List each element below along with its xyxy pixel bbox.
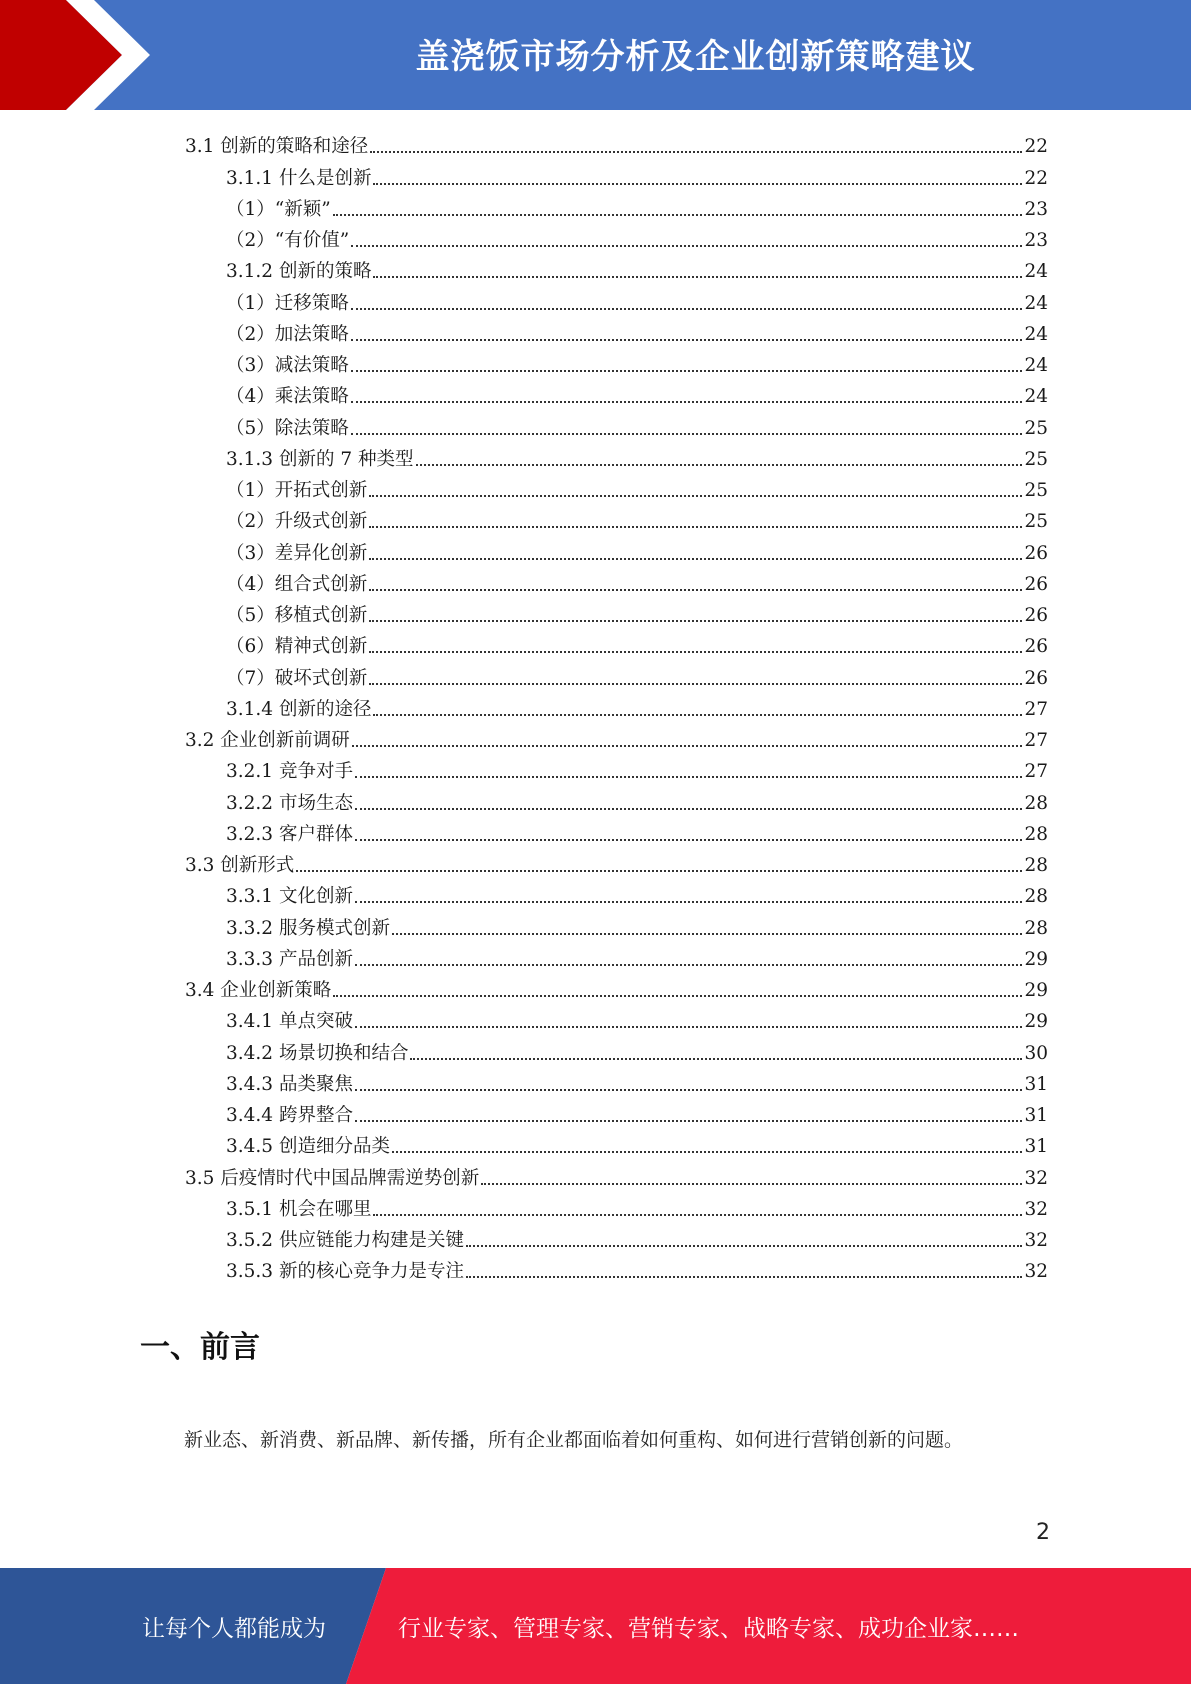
toc-dot-leader [333,214,1023,216]
toc-entry[interactable] [185,816,1048,847]
toc-dot-leader [392,1151,1022,1153]
toc-dot-leader [369,558,1022,560]
document-title: 盖浇饭市场分析及企业创新策略建议 [415,36,976,77]
toc-entry-label: 3.4.2 场景切换和结合 [226,1042,409,1064]
toc-entry[interactable] [185,284,1048,315]
toc-entry-label: （2）“有价值” [226,230,350,251]
toc-dot-leader [369,589,1022,591]
toc-entry[interactable] [185,472,1048,503]
toc-entry-page: 31 [1024,1073,1048,1095]
toc-entry-page: 24 [1024,261,1048,283]
toc-entry-page: 27 [1024,730,1048,751]
toc-entry[interactable] [185,1066,1048,1097]
footer-slogan-right: 行业专家、管理专家、营销专家、战略专家、成功企业家…… [398,1615,1019,1642]
toc-entry[interactable] [185,941,1048,972]
toc-entry-label: 3.2.2 市场生态 [226,792,353,814]
toc-dot-leader [355,1026,1023,1028]
toc-entry[interactable] [185,753,1048,784]
toc-entry[interactable] [185,128,1048,159]
toc-dot-leader [369,620,1022,622]
toc-entry-page: 27 [1024,698,1048,720]
toc-entry-label: 3.2.3 客户群体 [226,823,353,845]
page-footer [0,1568,1191,1684]
toc-entry[interactable] [185,784,1048,815]
toc-dot-leader [355,964,1023,966]
toc-dot-leader [355,1120,1023,1122]
toc-entry-label: 3.1.2 创新的策略 [226,261,372,283]
toc-entry[interactable] [185,1003,1048,1034]
toc-dot-leader [373,183,1022,185]
toc-entry-page: 26 [1024,605,1048,626]
toc-entry-label: 3.2.1 竞争对手 [226,761,353,783]
toc-dot-leader [369,526,1022,528]
toc-entry[interactable] [185,534,1048,565]
toc-entry[interactable] [185,972,1048,1003]
toc-entry-page: 28 [1024,792,1048,814]
toc-entry-page: 32 [1024,1198,1048,1220]
toc-dot-leader [351,245,1022,247]
toc-entry-label: （1）“新颖” [226,198,331,220]
toc-entry-page: 24 [1024,292,1048,314]
toc-entry-label: 3.4 企业创新策略 [185,980,332,1001]
toc-entry-page: 28 [1024,855,1048,876]
toc-entry-page: 26 [1024,636,1048,658]
section-heading: 一、前言 [140,1330,260,1365]
toc-entry-page: 28 [1024,823,1048,845]
toc-entry-label: （5）除法策略 [226,417,349,439]
page-header [0,0,1191,110]
toc-entry[interactable] [185,159,1048,190]
toc-entry-page: 29 [1024,980,1048,1001]
toc-entry-page: 25 [1024,480,1048,501]
toc-entry-page: 22 [1024,167,1048,189]
toc-entry[interactable] [185,409,1048,440]
toc-entry[interactable] [185,909,1048,940]
toc-entry-label: 3.4.1 单点突破 [226,1011,353,1033]
toc-dot-leader [466,1245,1022,1247]
toc-entry[interactable] [185,1034,1048,1065]
toc-entry-label: 3.3.1 文化创新 [226,886,353,908]
toc-entry-label: 3.3.3 产品创新 [226,948,353,970]
toc-dot-leader [373,276,1022,278]
toc-dot-leader [369,683,1022,685]
toc-entry-page: 26 [1024,667,1048,689]
toc-entry-page: 22 [1024,136,1048,158]
toc-dot-leader [355,1089,1023,1091]
toc-entry-label: 3.1.3 创新的 7 种类型 [226,448,414,470]
toc-entry[interactable] [185,847,1048,878]
toc-entry[interactable] [185,1253,1048,1284]
toc-entry-label: 3.5.1 机会在哪里 [226,1198,372,1220]
toc-entry-page: 29 [1024,1011,1048,1033]
toc-dot-leader [392,933,1022,935]
toc-entry-label: （1）迁移策略 [226,292,349,314]
page-number: 2 [1036,1520,1050,1545]
toc-entry-label: 3.3 创新形式 [185,855,295,876]
toc-entry-label: 3.1.1 什么是创新 [226,167,372,189]
toc-entry[interactable] [185,191,1048,222]
footer-slogan-left: 让每个人都能成为 [142,1615,326,1642]
toc-dot-leader [373,1214,1022,1216]
toc-entry[interactable] [185,441,1048,472]
toc-dot-leader [373,714,1022,716]
toc-entry-page: 25 [1024,448,1048,470]
toc-entry[interactable] [185,347,1048,378]
toc-entry-page: 32 [1024,1261,1048,1283]
toc-entry-label: （4）组合式创新 [226,573,368,595]
toc-entry-page: 30 [1024,1042,1048,1064]
toc-dot-leader [481,1183,1022,1185]
toc-entry[interactable] [185,659,1048,690]
toc-entry-label: 3.4.5 创造细分品类 [226,1136,390,1158]
toc-entry-page: 24 [1024,355,1048,376]
toc-entry[interactable] [185,222,1048,253]
toc-entry-label: 3.4.4 跨界整合 [226,1105,353,1126]
toc-entry-label: 3.1.4 创新的途径 [226,698,372,720]
toc-entry[interactable] [185,691,1048,722]
toc-entry-page: 27 [1024,761,1048,783]
toc-entry-label: （3）减法策略 [226,355,349,376]
toc-entry[interactable] [185,722,1048,753]
toc-entry-page: 28 [1024,886,1048,908]
toc-entry-label: 3.2 企业创新前调研 [185,730,350,751]
toc-entry[interactable] [185,597,1048,628]
toc-entry-page: 32 [1024,1167,1048,1189]
toc-entry-label: 3.3.2 服务模式创新 [226,917,390,939]
toc-entry-label: 3.5.3 新的核心竞争力是专注 [226,1261,464,1283]
toc-entry-label: （2）加法策略 [226,323,349,345]
toc-entry-page: 29 [1024,948,1048,970]
toc-entry-page: 24 [1024,386,1048,408]
toc-entry-page: 25 [1024,511,1048,533]
toc-dot-leader [352,745,1023,747]
toc-entry-page: 31 [1024,1105,1048,1126]
toc-entry[interactable] [185,628,1048,659]
toc-entry[interactable] [185,253,1048,284]
toc-entry-label: （4）乘法策略 [226,386,349,408]
toc-entry[interactable] [185,378,1048,409]
toc-entry-page: 23 [1024,230,1048,251]
toc-entry-page: 26 [1024,573,1048,595]
toc-entry[interactable] [185,1222,1048,1253]
toc-entry[interactable] [185,503,1048,534]
table-of-contents [185,128,1048,1284]
toc-entry-page: 28 [1024,917,1048,939]
toc-dot-leader [410,1058,1022,1060]
toc-dot-leader [369,495,1022,497]
toc-entry-label: （2）升级式创新 [226,511,368,533]
toc-entry-label: 3.5 后疫情时代中国品牌需逆势创新 [185,1167,480,1189]
toc-entry-label: （7）破坏式创新 [226,667,368,689]
toc-entry[interactable] [185,1191,1048,1222]
toc-dot-leader [466,1276,1022,1278]
toc-dot-leader [355,776,1023,778]
toc-entry-label: 3.5.2 供应链能力构建是关键 [226,1230,464,1251]
toc-dot-leader [351,370,1023,372]
toc-dot-leader [370,151,1022,153]
intro-paragraph: 新业态、新消费、新品牌、新传播，所有企业都面临着如何重构、如何进行营销创新的问题。 [184,1429,964,1451]
toc-dot-leader [355,839,1023,841]
toc-entry-label: （6）精神式创新 [226,636,368,658]
toc-dot-leader [296,870,1022,872]
toc-entry[interactable] [185,878,1048,909]
toc-entry[interactable] [185,1097,1048,1128]
toc-dot-leader [351,401,1023,403]
toc-entry-page: 31 [1024,1136,1048,1158]
toc-entry-page: 24 [1024,323,1048,345]
toc-dot-leader [355,901,1023,903]
toc-dot-leader [369,651,1022,653]
toc-dot-leader [351,308,1023,310]
toc-entry-page: 23 [1024,198,1048,220]
toc-entry-page: 25 [1024,417,1048,439]
toc-entry[interactable] [185,566,1048,597]
toc-dot-leader [416,464,1023,466]
toc-entry-label: 3.4.3 品类聚焦 [226,1073,353,1095]
toc-entry-page: 32 [1024,1230,1048,1251]
toc-entry[interactable] [185,1128,1048,1159]
toc-entry[interactable] [185,1159,1048,1190]
toc-entry[interactable] [185,316,1048,347]
toc-entry-page: 26 [1024,542,1048,564]
toc-entry-label: 3.1 创新的策略和途径 [185,136,369,158]
toc-entry-label: （3）差异化创新 [226,542,368,564]
toc-dot-leader [351,433,1023,435]
toc-dot-leader [355,808,1023,810]
toc-entry-label: （5）移植式创新 [226,605,368,626]
toc-dot-leader [351,339,1023,341]
toc-dot-leader [333,995,1022,997]
toc-entry-label: （1）开拓式创新 [226,480,368,501]
